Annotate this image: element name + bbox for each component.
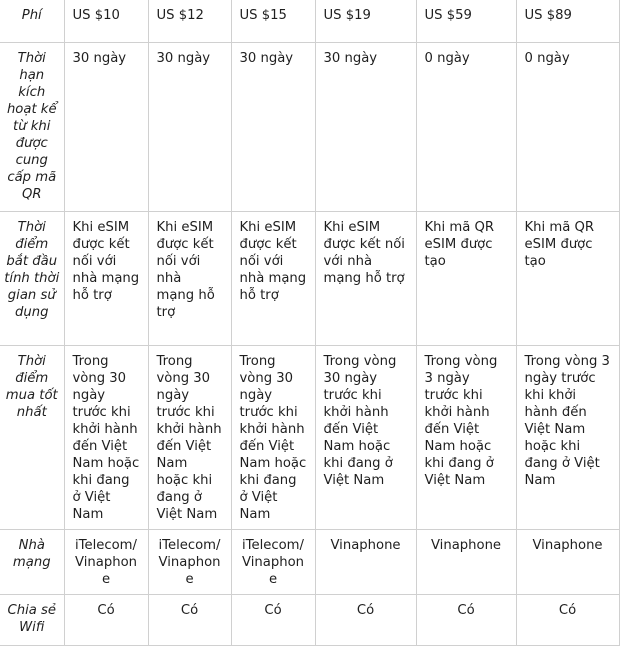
- fee-cell: US $19: [315, 0, 416, 43]
- carrier-cell: iTelecom/ Vinaphone: [231, 530, 315, 595]
- activation-period-cell: 30 ngày: [231, 43, 315, 212]
- fee-cell: US $12: [148, 0, 231, 43]
- carrier-cell: Vinaphone: [416, 530, 516, 595]
- wifi-sharing-cell: Có: [64, 595, 148, 646]
- fee-cell: US $89: [516, 0, 619, 43]
- wifi-sharing-cell: Có: [516, 595, 619, 646]
- usage-start-cell: Khi mã QR eSIM được tạo: [516, 212, 619, 346]
- fee-cell: US $59: [416, 0, 516, 43]
- activation-period-cell: 30 ngày: [64, 43, 148, 212]
- row-fee: [0, 0, 619, 43]
- best-purchase-time-cell: Trong vòng 30 ngày trước khi khởi hành đến Việt Nam hoặc khi đang ở Việt Nam: [231, 346, 315, 530]
- carrier-cell: iTelecom/ Vinaphone: [64, 530, 148, 595]
- best-purchase-time-cell: Trong vòng 30 ngày trước khi khởi hành đến Việt Nam hoặc khi đang ở Việt Nam: [64, 346, 148, 530]
- row-label-carrier: Nhà mạng: [0, 530, 64, 595]
- carrier-cell: iTelecom/ Vinaphone: [148, 530, 231, 595]
- usage-start-cell: Khi eSIM được kết nối với nhà mạng hỗ trợ: [315, 212, 416, 346]
- usage-start-cell: Khi eSIM được kết nối với nhà mạng hỗ trợ: [231, 212, 315, 346]
- row-carrier: [0, 530, 619, 595]
- carrier-cell: Vinaphone: [315, 530, 416, 595]
- carrier-cell: Vinaphone: [516, 530, 619, 595]
- best-purchase-time-cell: Trong vòng 30 ngày trước khi khởi hành đến Việt Nam hoặc khi đang ở Việt Nam: [315, 346, 416, 530]
- wifi-sharing-cell: Có: [148, 595, 231, 646]
- activation-period-cell: 0 ngày: [416, 43, 516, 212]
- activation-period-cell: 0 ngày: [516, 43, 619, 212]
- activation-period-cell: 30 ngày: [315, 43, 416, 212]
- row-label-best-purchase-time: Thời điểm mua tốt nhất: [0, 346, 64, 530]
- fee-cell: US $10: [64, 0, 148, 43]
- usage-start-cell: Khi mã QR eSIM được tạo: [416, 212, 516, 346]
- row-label-usage-start: Thời điểm bắt đầu tính thời gian sử dụng: [0, 212, 64, 346]
- wifi-sharing-cell: Có: [416, 595, 516, 646]
- best-purchase-time-cell: Trong vòng 30 ngày trước khi khởi hành đến Việt Nam hoặc khi đang ở Việt Nam: [148, 346, 231, 530]
- fee-cell: US $15: [231, 0, 315, 43]
- activation-period-cell: 30 ngày: [148, 43, 231, 212]
- wifi-sharing-cell: Có: [315, 595, 416, 646]
- usage-start-cell: Khi eSIM được kết nối với nhà mạng hỗ trợ: [148, 212, 231, 346]
- row-best-purchase-time: [0, 346, 619, 530]
- wifi-sharing-cell: Có: [231, 595, 315, 646]
- row-label-wifi-sharing: Chia sẻ Wifi: [0, 595, 64, 646]
- row-label-fee: Phí: [0, 0, 64, 43]
- usage-start-cell: Khi eSIM được kết nối với nhà mạng hỗ trợ: [64, 212, 148, 346]
- best-purchase-time-cell: Trong vòng 3 ngày trước khi khởi hành đến Việt Nam hoặc khi đang ở Việt Nam: [416, 346, 516, 530]
- row-activation-period: [0, 43, 619, 212]
- best-purchase-time-cell: Trong vòng 3 ngày trước khi khởi hành đến Việt Nam hoặc khi đang ở Việt Nam: [516, 346, 619, 530]
- row-wifi-sharing: [0, 595, 619, 646]
- row-usage-start: [0, 212, 619, 346]
- row-label-activation-period: Thời hạn kích hoạt kể từ khi được cung cấp mã QR: [0, 43, 64, 212]
